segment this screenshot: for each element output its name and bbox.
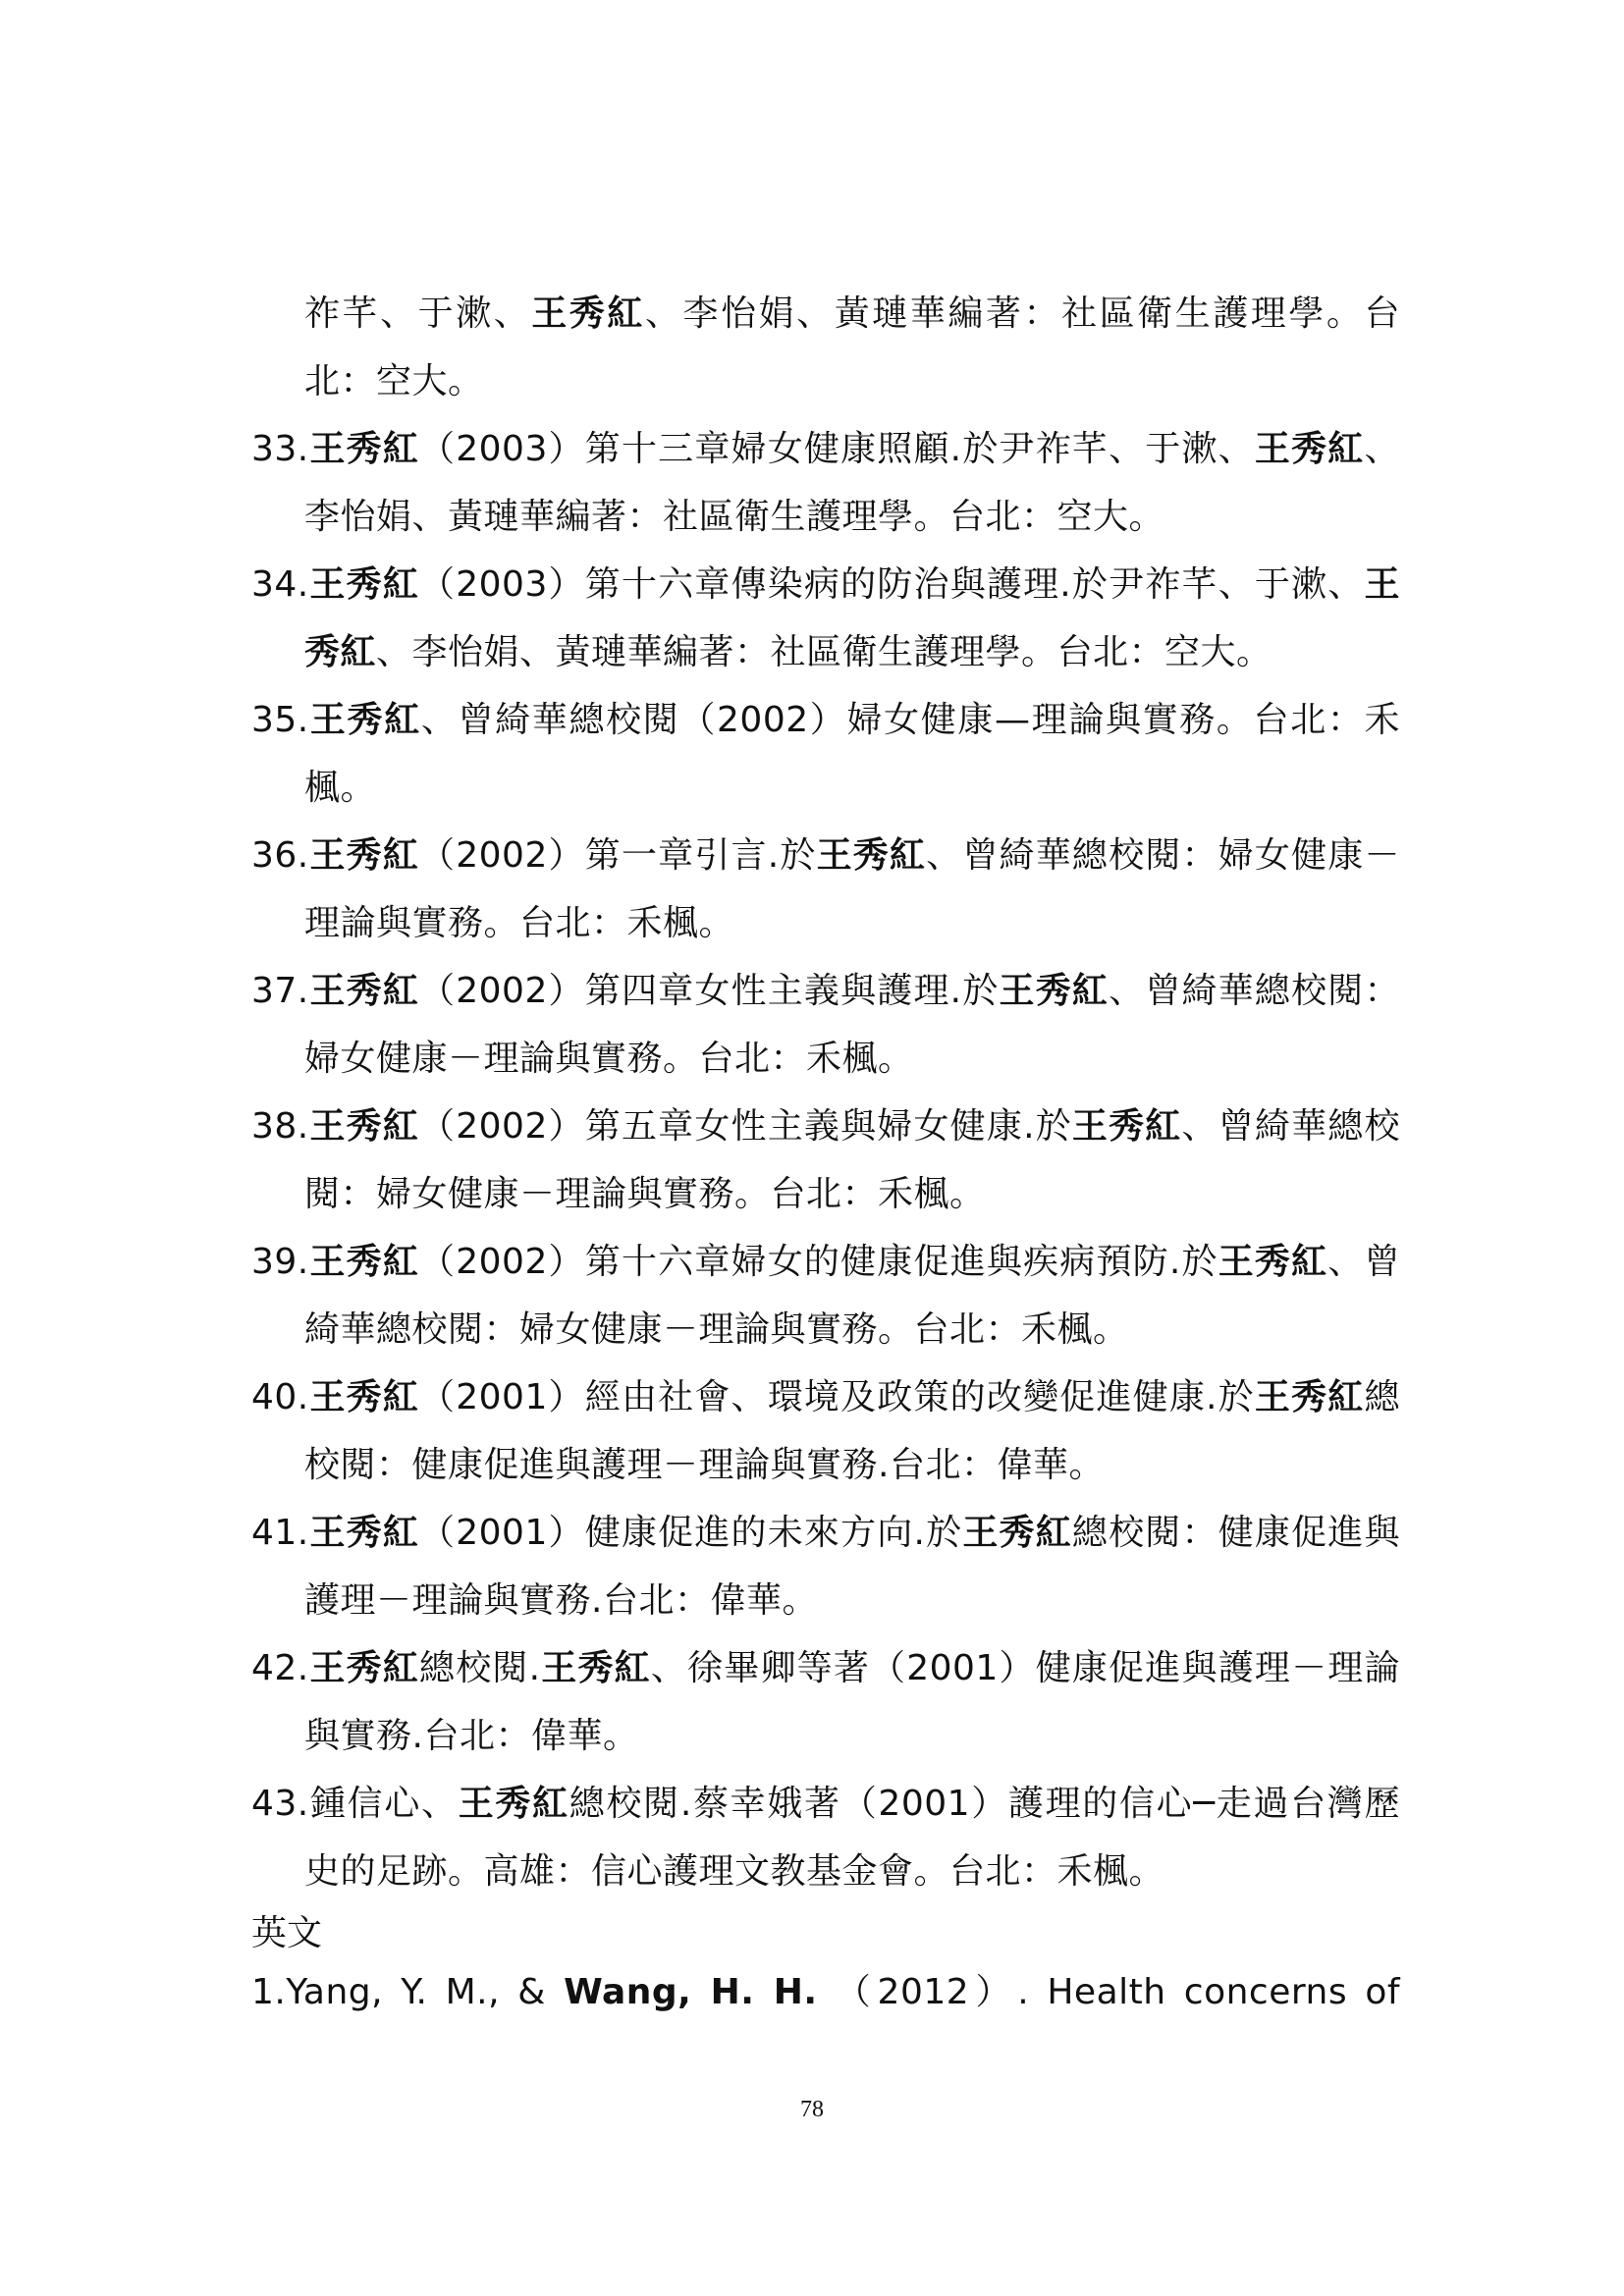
reference-line-continued [251, 1431, 1400, 1499]
text-segment: （2012）. Health concerns of [817, 1972, 1401, 2012]
text-segment: 校閱：健康促進與護理－理論與實務.台北：偉華。 [304, 1445, 1105, 1485]
bold-author-name: 王秀紅 [308, 700, 421, 740]
reference-entry [251, 1499, 1400, 1634]
text-segment: 40. [251, 1377, 309, 1417]
bold-author-name: 王秀紅 [308, 835, 420, 876]
reference-entry [251, 1363, 1400, 1499]
bold-author-name: 王秀紅 [308, 429, 420, 469]
bold-author-name: 王秀紅 [308, 1377, 420, 1417]
text-segment: 婦女健康－理論與實務。台北：禾楓。 [304, 1039, 914, 1079]
text-segment: 、徐畢卿等著（2001）健康促進與護理－理論 [650, 1648, 1400, 1688]
bold-author-name: 王秀紅 [1071, 1106, 1182, 1147]
page-number: 78 [800, 2097, 824, 2122]
bold-author-name: 王秀紅 [962, 1513, 1072, 1553]
text-segment: 37. [251, 971, 309, 1011]
reference-line [251, 686, 1400, 754]
bold-author-name: 秀紅 [304, 632, 377, 672]
reference-line [251, 1770, 1400, 1838]
bold-author-name: 王秀紅 [308, 1106, 420, 1147]
reference-entry [251, 686, 1400, 822]
text-segment: 、曾 [1327, 1242, 1400, 1282]
reference-line-continued [304, 347, 1400, 415]
reference-line-continued [251, 1567, 1400, 1634]
reference-line [251, 822, 1400, 889]
text-segment: 、曾綺華總校閱： [1109, 971, 1400, 1011]
bold-author-name: 王秀紅 [308, 564, 420, 605]
reference-line-continued [251, 1838, 1400, 1905]
bold-author-name: 王秀紅 [1254, 1377, 1365, 1417]
bold-author-name: 王秀紅 [308, 971, 420, 1011]
reference-line-continued [251, 1702, 1400, 1770]
text-segment: （2001）經由社會、環境及政策的改變促進健康.於 [419, 1377, 1255, 1417]
text-segment: 33. [251, 429, 309, 469]
reference-line-continued [251, 889, 1400, 957]
reference-entry [304, 280, 1400, 415]
english-section-heading: 英文 [251, 1913, 323, 1953]
text-segment: 祚芊、于漱、 [304, 294, 532, 334]
reference-entry [251, 551, 1400, 686]
text-segment: （2002）第一章引言.於 [419, 835, 817, 876]
text-segment: 楓。 [304, 768, 377, 808]
bold-author-name: 王秀紅 [816, 835, 927, 876]
reference-line [251, 1093, 1400, 1160]
reference-line [251, 1363, 1400, 1431]
text-segment: 總 [1364, 1377, 1400, 1417]
bold-author-name: 王秀紅 [1254, 429, 1365, 469]
text-segment: 總校閱：健康促進與 [1071, 1513, 1400, 1553]
reference-line-continued [251, 618, 1400, 686]
text-segment: 閱：婦女健康－理論與實務。台北：禾楓。 [304, 1174, 986, 1214]
text-segment: 總校閱.蔡幸娥著（2001）護理的信心─走過台灣歷 [568, 1784, 1400, 1824]
reference-line [251, 1499, 1400, 1567]
text-segment: 、李怡娟、黃璉華編著：社區衛生護理學。台北：空大。 [376, 632, 1272, 672]
text-segment: 36. [251, 835, 309, 876]
reference-line-continued [251, 1160, 1400, 1228]
text-segment: （2003）第十三章婦女健康照顧.於尹祚芊、于漱、 [419, 429, 1255, 469]
reference-line-continued [251, 754, 1400, 822]
text-segment: 、曾綺華總校閱：婦女健康－ [926, 835, 1400, 876]
text-segment: （2002）第十六章婦女的健康促進與疾病預防.於 [419, 1242, 1218, 1282]
text-segment: 綺華總校閱：婦女健康－理論與實務。台北：禾楓。 [304, 1309, 1129, 1350]
text-segment: 1.Yang, Y. M., & [251, 1972, 565, 2012]
reference-line [304, 280, 1400, 347]
text-segment: 與實務.台北：偉華。 [304, 1716, 639, 1756]
text-segment: 、李怡娟、黃璉華編著：社區衛生護理學。台 [644, 294, 1400, 334]
reference-entry [251, 1634, 1400, 1770]
text-segment: 34. [251, 564, 309, 605]
text-segment: 43.鍾信心、 [251, 1784, 459, 1824]
bold-author-name: 王秀紅 [999, 971, 1110, 1011]
text-segment: 、 [1364, 429, 1400, 469]
reference-line [251, 1634, 1400, 1702]
bold-author-name: 王 [1364, 564, 1400, 605]
bold-author-name: Wang, H. H. [564, 1972, 818, 2012]
text-segment: 、曾綺華總校閱（2002）婦女健康—理論與實務。台北：禾 [420, 700, 1400, 740]
text-segment: （2001）健康促進的未來方向.於 [419, 1513, 963, 1553]
english-reference-1 [251, 1958, 1400, 2026]
text-segment: 北：空大。 [304, 361, 484, 401]
text-segment: （2003）第十六章傳染病的防治與護理.於尹祚芊、于漱、 [419, 564, 1365, 605]
bold-author-name: 王秀紅 [308, 1513, 420, 1553]
reference-entry [251, 957, 1400, 1093]
reference-line [251, 957, 1400, 1025]
text-segment: 39. [251, 1242, 309, 1282]
reference-entry [251, 822, 1400, 957]
reference-entry [251, 1770, 1400, 1905]
bold-author-name: 王秀紅 [540, 1648, 651, 1688]
text-segment: 、曾綺華總校 [1181, 1106, 1400, 1147]
text-segment: （2002）第四章女性主義與護理.於 [419, 971, 1000, 1011]
text-segment: 38. [251, 1106, 309, 1147]
text-segment: 李怡娟、黃璉華編著：社區衛生護理學。台北：空大。 [304, 497, 1165, 537]
bold-author-name: 王秀紅 [458, 1784, 569, 1824]
text-segment: （2002）第五章女性主義與婦女健康.於 [419, 1106, 1072, 1147]
reference-line-continued [251, 1296, 1400, 1363]
reference-line [251, 1958, 1400, 2026]
reference-line [251, 415, 1400, 483]
text-segment: 理論與實務。台北：禾楓。 [304, 903, 735, 943]
reference-entry [251, 1093, 1400, 1228]
bold-author-name: 王秀紅 [1218, 1242, 1328, 1282]
bold-author-name: 王秀紅 [308, 1648, 420, 1688]
text-segment: 護理－理論與實務.台北：偉華。 [304, 1580, 818, 1621]
text-segment: 42. [251, 1648, 309, 1688]
bold-author-name: 王秀紅 [308, 1242, 420, 1282]
reference-line-continued [251, 1025, 1400, 1093]
text-segment: 35. [251, 700, 309, 740]
reference-entry [251, 415, 1400, 551]
text-segment: 史的足跡。高雄：信心護理文教基金會。台北：禾楓。 [304, 1851, 1165, 1892]
text-segment: 41. [251, 1513, 309, 1553]
reference-line [251, 1228, 1400, 1296]
text-segment: 總校閱. [419, 1648, 541, 1688]
reference-line-continued [251, 483, 1400, 551]
reference-line [251, 551, 1400, 618]
bold-author-name: 王秀紅 [531, 294, 645, 334]
reference-entry [251, 1228, 1400, 1363]
